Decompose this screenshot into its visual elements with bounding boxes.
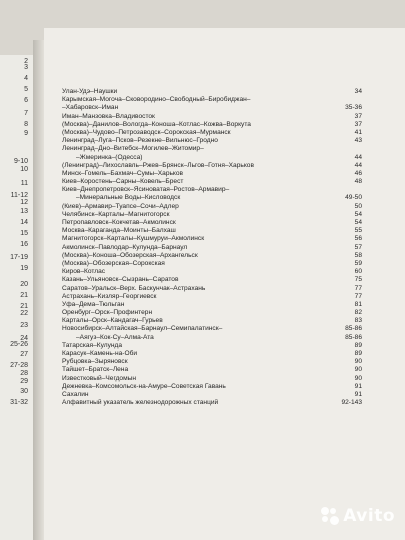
toc-page-number: 37 [354, 112, 362, 120]
toc-row [62, 268, 362, 276]
toc-row [62, 342, 362, 350]
toc-entry: Петропавловск–Кокчетав–Акмолинск [62, 219, 176, 226]
toc-page-number: 90 [354, 366, 362, 374]
toc-row [62, 391, 362, 399]
toc-row [62, 154, 362, 162]
left-page-number: 6 [24, 97, 28, 104]
toc-entry: (Москва)–Обозерская–Сорокская [62, 259, 165, 267]
left-page-number: 13 [20, 208, 28, 215]
toc-row [62, 260, 362, 268]
toc-row [62, 178, 362, 186]
left-page-number: 3 [24, 64, 28, 71]
toc-page-number: 34 [354, 88, 362, 95]
toc-row [62, 366, 362, 374]
toc-entry: –Минеральные Воды–Кисловодск [76, 194, 181, 202]
toc-page-number: 90 [354, 358, 362, 366]
left-page-number: 11 [20, 180, 28, 187]
left-page-number: 30 [20, 388, 28, 395]
toc-row [62, 211, 362, 219]
toc-entry: Казань–Ульяновск–Сызрань–Саратов [62, 276, 179, 284]
left-page-number: 17-19 [10, 254, 28, 261]
toc-entry: Карасук–Камень-на-Оби [62, 350, 138, 357]
toc-page-number: 56 [354, 235, 362, 243]
toc-entry: Улан-Удэ–Наушки [62, 88, 118, 95]
toc-row [62, 194, 362, 202]
toc-page-number: 77 [354, 284, 362, 292]
toc-page-number: 35-36 [345, 104, 362, 112]
left-page-number: 8 [24, 121, 28, 128]
toc-row [62, 121, 362, 129]
left-page-number: 12 [20, 199, 28, 206]
toc-row [62, 219, 362, 227]
toc-entry: Новосибирск–Алтайская–Барнаул–Семипалатинск– [62, 325, 223, 333]
toc-entry: Киев–Коростень–Сарны–Ковель–Брест [62, 178, 184, 186]
left-page-number: 23 [20, 322, 28, 329]
toc-entry: Астрахань–Кизляр–Георгиевск [62, 292, 157, 300]
toc-entry: Киев–Днепропетровск–Ясиноватая–Ростов–Армавир– [62, 186, 230, 194]
left-page-number: 14 [20, 219, 28, 226]
left-page-number: 2 [24, 58, 28, 65]
toc-row [62, 203, 362, 211]
left-page-number: 27-28 [10, 362, 28, 369]
toc-page-number: 81 [354, 300, 362, 308]
toc-row [62, 235, 362, 243]
left-page-number: 27 [20, 351, 28, 358]
toc-page-number: 60 [354, 268, 362, 276]
toc-row [62, 325, 362, 333]
toc-page-number: 44 [354, 161, 362, 169]
watermark-text: Avito [343, 506, 395, 526]
toc-page-number: 75 [354, 276, 362, 284]
toc-row [62, 145, 362, 153]
toc-entry: Уфа–Дема–Тюльган [62, 300, 125, 308]
toc-row [62, 375, 362, 383]
toc-page-number: 54 [354, 219, 362, 226]
toc-page-number: 77 [354, 292, 362, 300]
toc-row [62, 104, 362, 112]
toc-page-number: 83 [354, 317, 362, 325]
left-page-number: 9 [24, 130, 28, 137]
toc-page-number: 44 [354, 153, 362, 161]
toc-entry: Минск–Гомель–Бахмач–Сумы–Харьков [62, 169, 184, 177]
toc-entry: (Киев)–Армавир–Туапсе–Сочи–Адлер [62, 202, 179, 210]
toc-page-number: 85-86 [345, 333, 362, 341]
toc-row [62, 244, 362, 252]
toc-row [62, 350, 362, 358]
left-page-number: 20 [20, 281, 28, 288]
toc-page-number: 55 [354, 227, 362, 235]
toc-page-number: 58 [354, 251, 362, 259]
left-page-number: 19 [20, 265, 28, 272]
toc-entry: (Ленинград)–Лихославль–Ржев–Брянск–Льгов–Готня–Харьков [62, 161, 254, 169]
toc-entry: Карталы–Орск–Кандагач–Гурьев [62, 317, 163, 325]
toc-page-number: 54 [354, 210, 362, 218]
left-page-number: 7 [24, 110, 28, 117]
avito-logo-icon [321, 507, 339, 525]
toc-page-number: 49-50 [345, 194, 362, 202]
toc-row [62, 162, 362, 170]
toc-row [62, 129, 362, 137]
left-page-number: 11-12 [10, 192, 28, 199]
toc-entry: Иман–Манзовка–Владивосток [62, 112, 155, 120]
toc-entry: (Москва)–Коноша–Обозерская–Архангельск [62, 251, 198, 259]
toc-entry: –Аягуз–Кок-Су–Алма-Ата [76, 333, 154, 341]
toc-page-number: 89 [354, 341, 362, 349]
toc-page-number: 59 [354, 259, 362, 267]
toc-row [62, 227, 362, 235]
toc-entry: Карымская–Могоча–Сковородино–Свободный–Биробиджан– [62, 96, 251, 104]
toc-entry: Алфавитный указатель железнодорожных станций [62, 399, 219, 407]
toc-page-number: 48 [354, 178, 362, 186]
toc-page-number: 41 [354, 128, 362, 136]
toc-page-number: 90 [354, 374, 362, 382]
left-page-number: 4 [24, 75, 28, 82]
toc-row [62, 113, 362, 121]
left-page-number: 21 [20, 303, 28, 310]
left-page-number: 21 [20, 292, 28, 299]
left-page-number: 24 [20, 335, 28, 342]
toc-entry: Тайшет–Братск–Лена [62, 366, 129, 374]
toc-entry: Оренбург–Орск–Профинтерн [62, 309, 153, 317]
toc-page-number: 57 [354, 243, 362, 251]
avito-watermark [321, 506, 395, 526]
left-page-number: 16 [20, 241, 28, 248]
toc-page-number: 50 [354, 202, 362, 210]
toc-row [62, 285, 362, 293]
toc-entry: Челябинск–Карталы–Магнитогорск [62, 210, 170, 218]
toc-row [62, 276, 362, 284]
toc-row [62, 186, 362, 194]
left-page-number: 15 [20, 230, 28, 237]
left-page [0, 55, 34, 540]
toc-row [62, 293, 362, 301]
toc-page-number: 82 [354, 309, 362, 317]
toc-entry: Магнитогорск–Карталы–Кушмуруи–Акмолинск [62, 235, 205, 243]
toc-row [62, 399, 362, 407]
toc-page-number: 91 [354, 382, 362, 390]
toc-row [62, 309, 362, 317]
toc-entry: Ленинград–Дно–Витебск–Могилев–Житомир– [62, 145, 204, 153]
toc-page-number: 92-143 [341, 399, 362, 407]
toc-page-number: 91 [354, 390, 362, 398]
toc-row [62, 252, 362, 260]
toc-entry: Дежневка–Комсомольск-на-Амуре–Советская Гавань [62, 382, 226, 390]
table-of-contents [62, 88, 362, 407]
toc-page-number: 43 [354, 137, 362, 145]
toc-page-number: 46 [354, 169, 362, 177]
left-page-number: 22 [20, 310, 28, 317]
left-page-number: 31-32 [10, 399, 28, 406]
toc-row [62, 301, 362, 309]
left-page-number: 25-26 [10, 341, 28, 348]
toc-page-number: 37 [354, 120, 362, 128]
toc-row [62, 88, 362, 96]
toc-entry: Ленинград–Луга–Псков–Резекне–Вильнюс–Гродно [62, 137, 218, 145]
toc-row [62, 170, 362, 178]
toc-entry: Акмолинск–Павлодар–Кулунда–Барнаул [62, 243, 188, 251]
toc-entry: (Москва)–Данилов–Вологда–Коноша–Котлас–Кожва–Воркута [62, 120, 251, 128]
left-page-number: 5 [24, 86, 28, 93]
toc-entry: –Жмеринка–(Одесса) [76, 153, 143, 161]
toc-entry: Киров–Котлас [62, 268, 106, 276]
toc-entry: Москва–Караганда–Моинты–Балхаш [62, 227, 176, 235]
left-page-number: 28 [20, 370, 28, 377]
toc-entry: Известковый–Чегдомын [62, 374, 136, 382]
toc-entry: Татарская–Кулунда [62, 341, 123, 349]
left-page-number: 29 [20, 378, 28, 385]
toc-entry: –Хабаровск–Иман [62, 104, 119, 112]
toc-entry: (Москва)–Чудово–Петрозаводск–Сорокская–Мурманск [62, 128, 231, 136]
toc-row [62, 383, 362, 391]
toc-row [62, 334, 362, 342]
toc-entry: Сахалин [62, 390, 89, 398]
toc-page-number: 89 [354, 350, 362, 357]
toc-page-number: 85-86 [345, 325, 362, 333]
toc-entry: Саратов–Уральск–Верх. Баскунчак–Астрахань [62, 284, 206, 292]
left-page-number: 10 [20, 166, 28, 173]
toc-entry: Рубцовка–Зыряновск [62, 358, 128, 366]
left-page-number: 9-10 [13, 158, 28, 165]
